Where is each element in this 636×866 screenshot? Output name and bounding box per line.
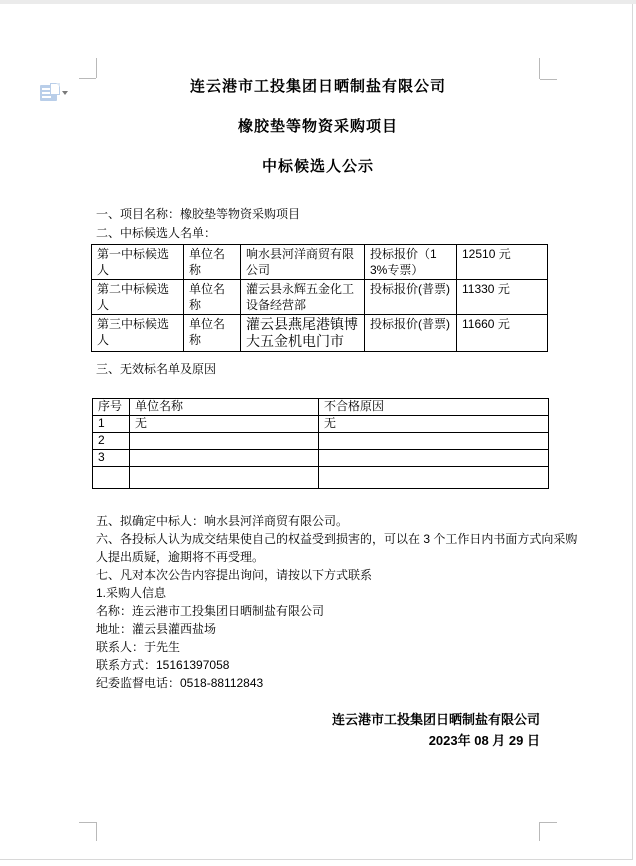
unit-label-cell: 单位名称 xyxy=(184,315,241,352)
chevron-down-icon xyxy=(62,91,68,95)
page-bottom-edge xyxy=(0,859,633,860)
company-name-cell: 灌云县永辉五金化工设备经营部 xyxy=(241,280,365,315)
page-top-edge xyxy=(0,0,636,4)
table-row xyxy=(93,433,549,450)
section-2-candidates-heading: 二、中标候选人名单： xyxy=(96,226,217,240)
margin-crop-mark-bottom-right xyxy=(540,822,557,823)
buyer-contact-line: 联系人：于先生 xyxy=(96,640,181,654)
unit-label-cell: 单位名称 xyxy=(184,245,241,280)
price-value-cell: 11660 元 xyxy=(457,315,548,352)
column-header: 序号 xyxy=(93,399,130,416)
table-row xyxy=(92,280,548,315)
column-header: 不合格原因 xyxy=(319,399,549,416)
reason-cell: 无 xyxy=(319,416,549,433)
supervision-phone-line: 纪委监督电话：0518-88112843 xyxy=(96,676,264,690)
unit-cell xyxy=(130,433,319,450)
signature-company: 连云港市工投集团日晒制盐有限公司 xyxy=(331,712,540,727)
unit-label-cell: 单位名称 xyxy=(184,280,241,315)
section-5-proposed-winner: 五、拟确定中标人：响水县河洋商贸有限公司。 xyxy=(96,514,349,528)
buyer-name-line: 名称：连云港市工投集团日晒制盐有限公司 xyxy=(96,604,325,618)
unit-cell: 无 xyxy=(130,416,319,433)
column-header: 单位名称 xyxy=(130,399,319,416)
table-row xyxy=(93,450,549,467)
signature-date: 2023年 08 月 29 日 xyxy=(428,733,540,748)
candidate-rank-cell: 第三中标候选人 xyxy=(92,315,184,352)
buyer-info-heading: 1.采购人信息 xyxy=(96,586,167,600)
table-row xyxy=(93,416,549,433)
serial-cell: 3 xyxy=(93,450,130,467)
page-right-edge xyxy=(632,4,633,859)
margin-crop-mark-bottom-left xyxy=(96,822,97,841)
section-7-contact-heading: 七、凡对本次公告内容提出询问，请按以下方式联系 xyxy=(96,568,373,582)
unit-cell xyxy=(130,467,319,489)
invalid-bids-table xyxy=(92,398,549,489)
margin-crop-mark-top-left xyxy=(79,78,96,79)
candidate-rank-cell: 第二中标候选人 xyxy=(92,280,184,315)
serial-cell: 1 xyxy=(93,416,130,433)
reason-cell xyxy=(319,467,549,489)
table-row xyxy=(92,315,548,352)
page-subtitle: 橡胶垫等物资采购项目 xyxy=(237,118,398,135)
price-label-cell: 投标报价（13%专票） xyxy=(365,245,457,280)
margin-crop-mark-top-right xyxy=(540,79,557,80)
page-title: 连云港市工投集团日晒制盐有限公司 xyxy=(189,78,446,95)
serial-cell: 2 xyxy=(93,433,130,450)
table-row xyxy=(93,467,549,489)
document-title-block xyxy=(96,79,540,199)
buyer-phone-line: 联系方式：15161397058 xyxy=(96,658,230,672)
clipboard-paste-icon xyxy=(40,85,57,101)
paste-options-button[interactable] xyxy=(40,84,69,102)
price-label-cell: 投标报价(普票) xyxy=(365,280,457,315)
company-name-cell: 响水县河洋商贸有限公司 xyxy=(241,245,365,280)
margin-crop-mark-top-right xyxy=(539,58,540,79)
margin-crop-mark-top-left xyxy=(96,58,97,78)
signature-block xyxy=(96,713,540,755)
reason-cell xyxy=(319,433,549,450)
price-value-cell: 12510 元 xyxy=(457,245,548,280)
candidate-rank-cell: 第一中标候选人 xyxy=(92,245,184,280)
section-1-project-name: 一、项目名称：橡胶垫等物资采购项目 xyxy=(96,207,301,221)
margin-crop-mark-bottom-left xyxy=(79,822,96,823)
margin-crop-mark-bottom-right xyxy=(539,822,540,841)
unit-cell xyxy=(130,450,319,467)
table-row xyxy=(92,245,548,280)
serial-cell xyxy=(93,467,130,489)
reason-cell xyxy=(319,450,549,467)
company-name-cell: 灌云县燕尾港镇博大五金机电门市 xyxy=(241,315,365,352)
buyer-address-line: 地址：灌云县灌西盐场 xyxy=(96,622,217,636)
winning-candidates-table xyxy=(91,244,548,352)
section-6-objection-line-1: 六、各投标人认为成交结果使自己的权益受到损害的，可以在 3 个工作日内书面方式向采购 xyxy=(96,532,578,546)
price-label-cell: 投标报价(普票) xyxy=(365,315,457,352)
price-value-cell: 11330 元 xyxy=(457,280,548,315)
table-header-row xyxy=(93,399,549,416)
section-6-objection-line-2: 人提出质疑，逾期将不再受理。 xyxy=(96,550,265,564)
page-subtitle: 中标候选人公示 xyxy=(261,158,374,175)
section-3-invalid-bids-heading: 三、无效标名单及原因 xyxy=(96,362,217,376)
